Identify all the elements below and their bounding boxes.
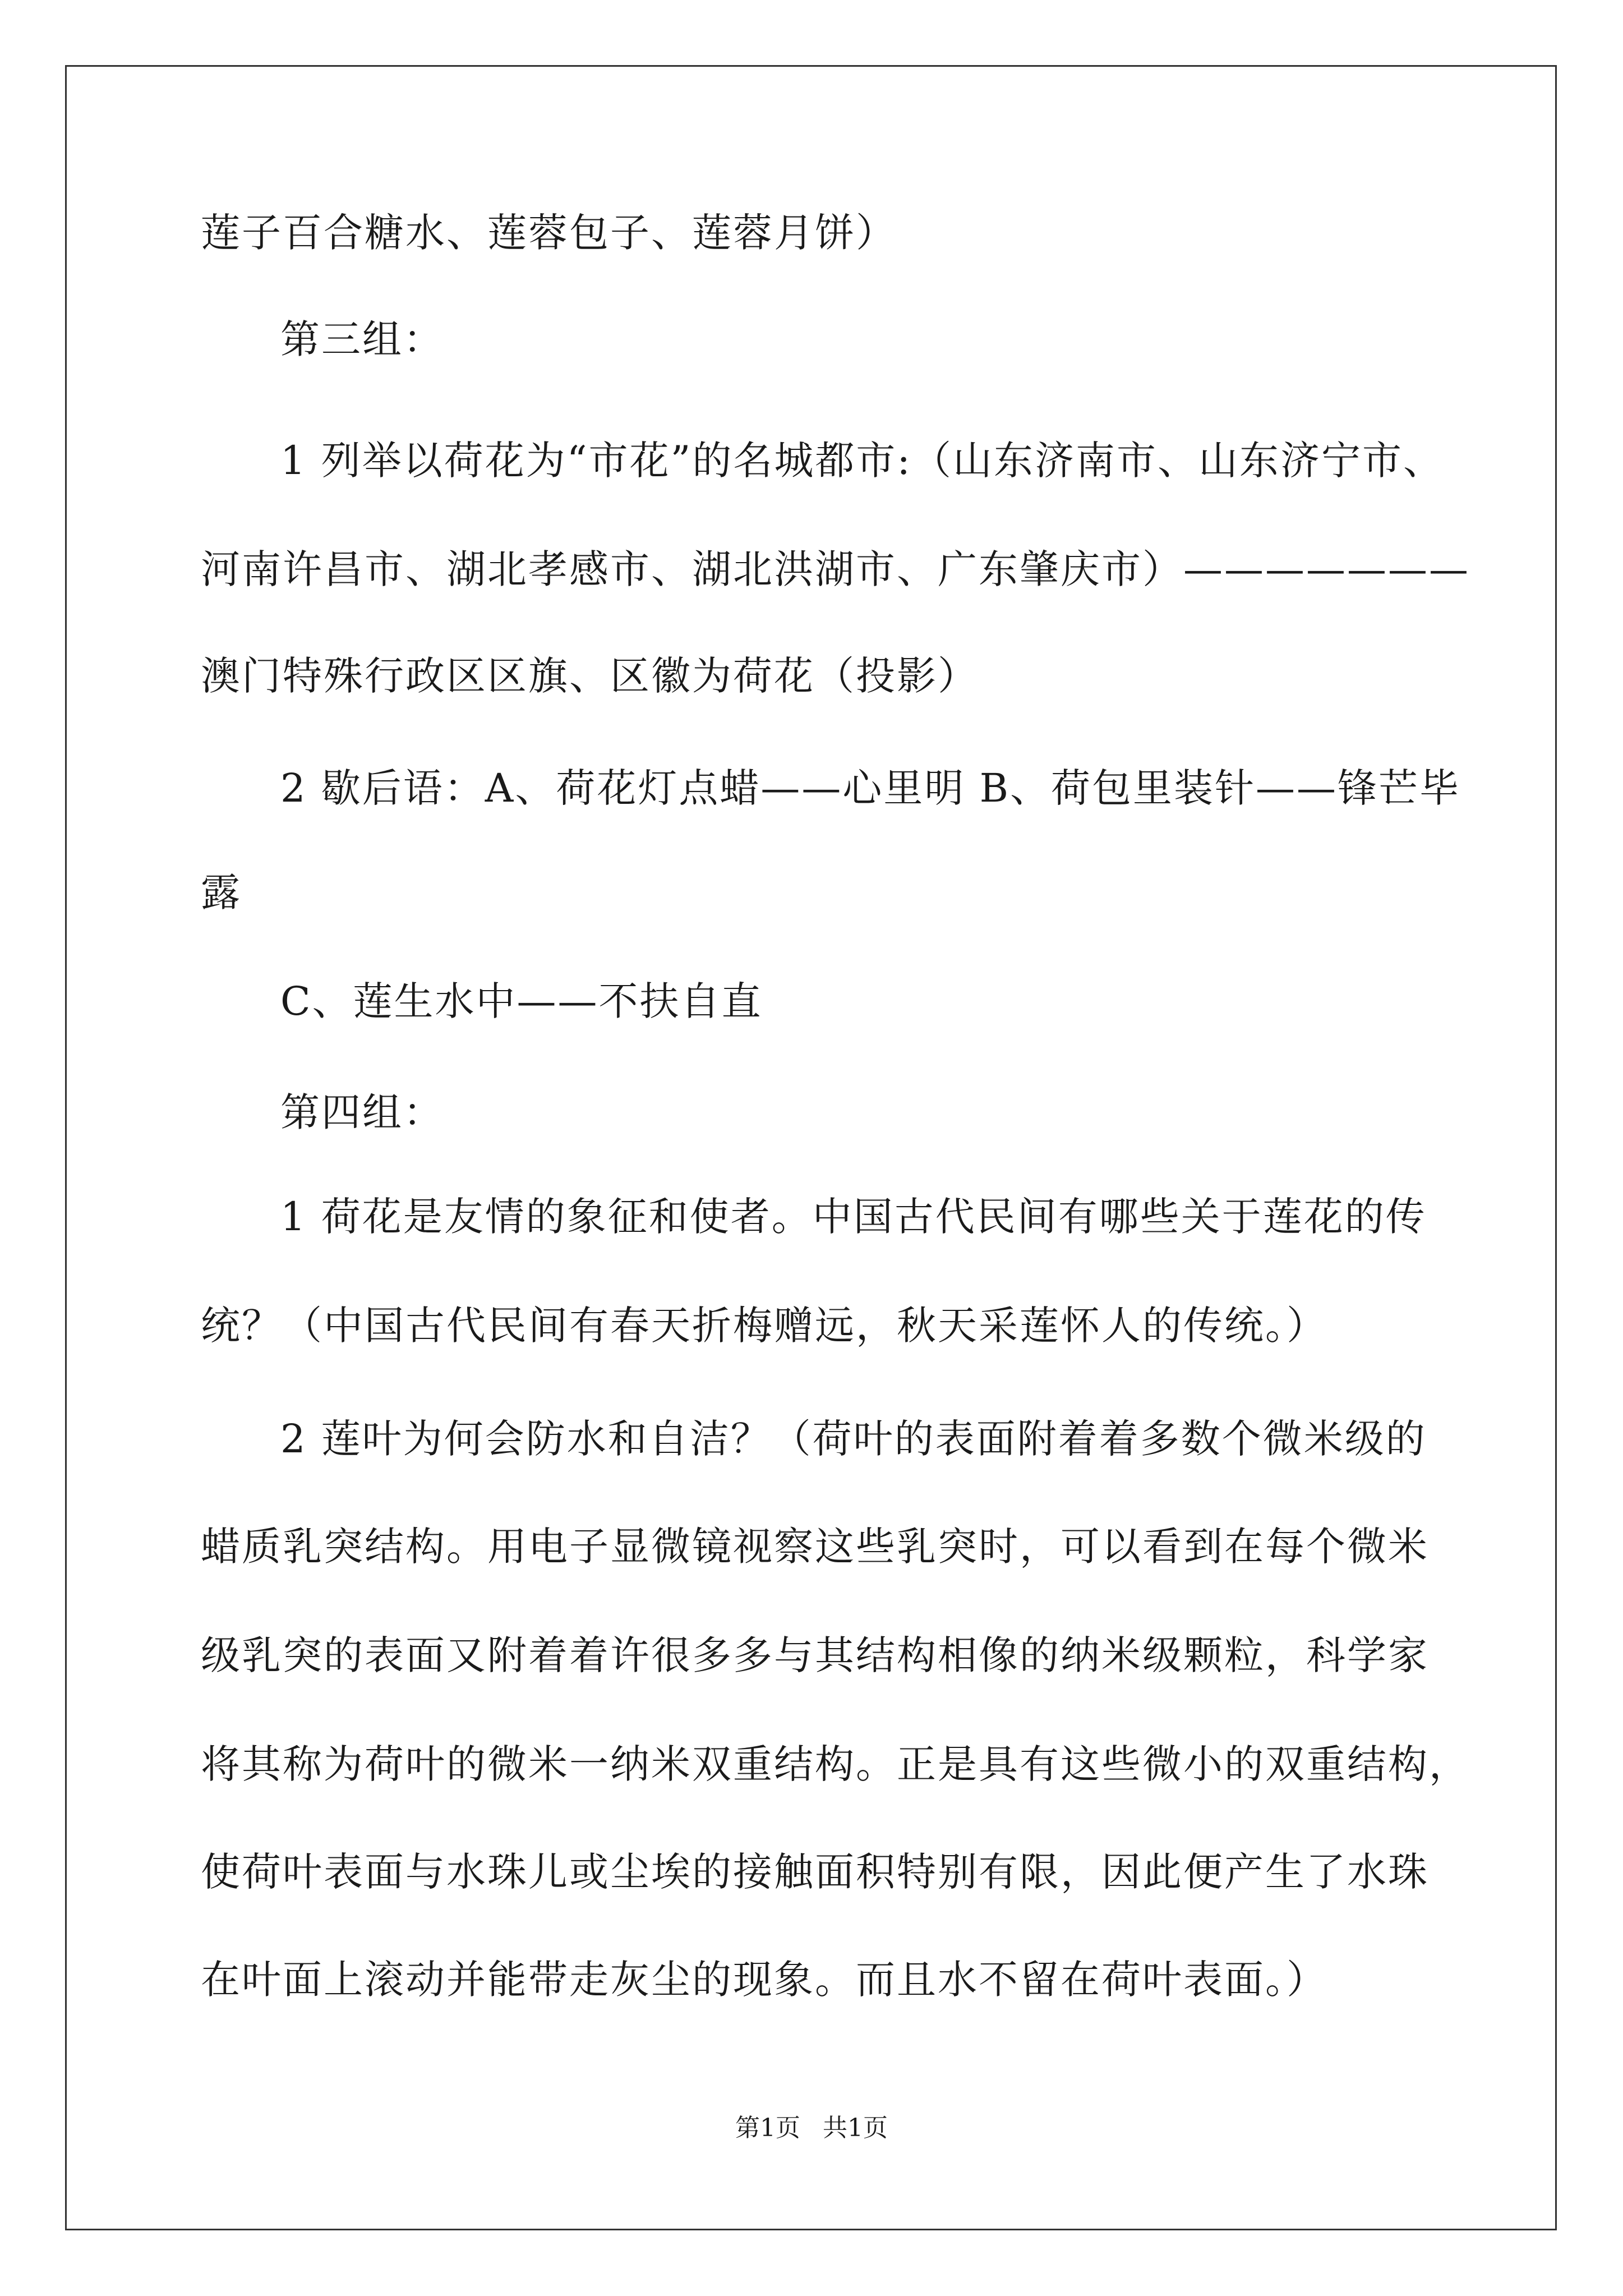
page-border bbox=[65, 65, 1557, 2230]
text-line-6: 2 歇后语：A、荷花灯点蜡——心里明 B、荷包里装针——锋芒毕 bbox=[280, 765, 1461, 811]
text-line-9: 第四组： bbox=[280, 1089, 444, 1135]
page-footer bbox=[0, 2111, 1623, 2145]
text-line-2: 第三组： bbox=[280, 316, 444, 362]
text-line-13: 蜡质乳突结构。用电子显微镜视察这些乳突时，可以看到在每个微米 bbox=[201, 1524, 1429, 1570]
text-line-14: 级乳突的表面又附着着许很多多与其结构相像的纳米级颗粒，科学家 bbox=[201, 1632, 1429, 1678]
page-total-label: 共1页 bbox=[823, 2114, 888, 2142]
text-line-5: 澳门特殊行政区区旗、区徽为荷花（投影） bbox=[201, 653, 979, 699]
text-line-4: 河南许昌市、湖北孝感市、湖北洪湖市、广东肇庆市）——————— bbox=[201, 546, 1470, 592]
text-line-8: C、莲生水中——不扶自直 bbox=[280, 978, 763, 1024]
text-line-17: 在叶面上滚动并能带走灰尘的现象。而且水不留在荷叶表面。） bbox=[201, 1957, 1327, 2003]
text-line-12: 2 莲叶为何会防水和自洁？（荷叶的表面附着着多数个微米级的 bbox=[280, 1416, 1427, 1462]
text-line-3: 1 列举以荷花为“市花”的名城都市:（山东济南市、山东济宁市、 bbox=[280, 438, 1444, 484]
text-line-7: 露 bbox=[201, 869, 242, 915]
text-line-10: 1 荷花是友情的象征和使者。中国古代民间有哪些关于莲花的传 bbox=[280, 1194, 1427, 1240]
text-line-11: 统？（中国古代民间有春天折梅赠远，秋天采莲怀人的传统。） bbox=[201, 1303, 1327, 1349]
page-number-label: 第1页 bbox=[735, 2114, 800, 2142]
text-line-1: 莲子百合糖水、莲蓉包子、莲蓉月饼） bbox=[201, 210, 897, 256]
text-line-16: 使荷叶表面与水珠儿或尘埃的接触面积特别有限，因此便产生了水珠 bbox=[201, 1849, 1429, 1895]
text-line-15: 将其称为荷叶的微米一纳米双重结构。正是具有这些微小的双重结构， bbox=[201, 1741, 1470, 1787]
